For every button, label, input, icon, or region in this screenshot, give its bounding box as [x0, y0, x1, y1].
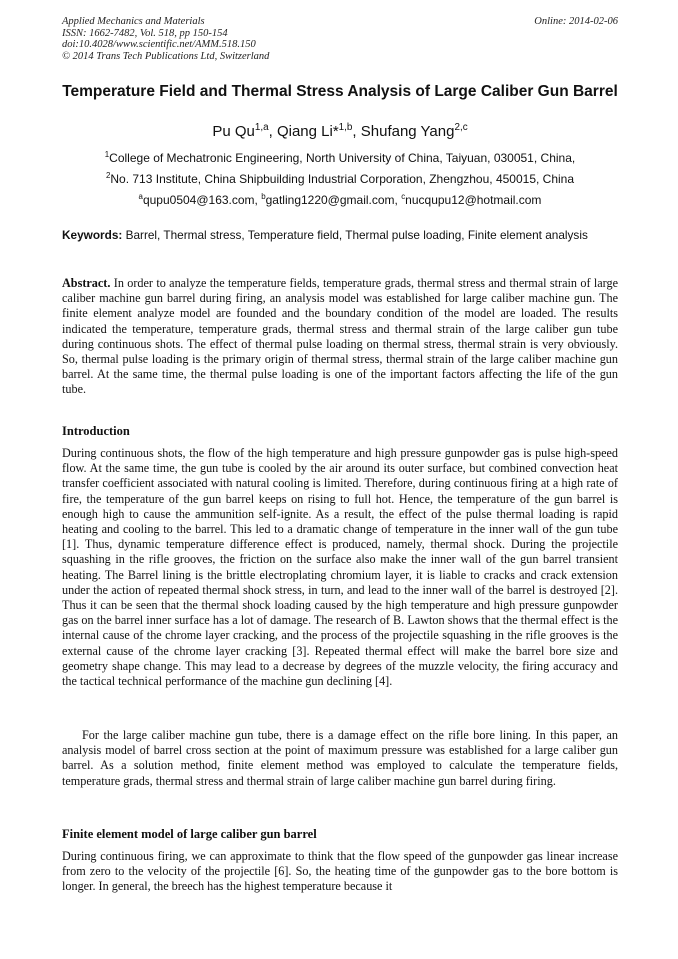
journal-doi: doi:10.4028/www.scientific.net/AMM.518.150	[62, 39, 256, 50]
email-link[interactable]: nucqupu12@hotmail.com	[405, 193, 542, 207]
section-heading-fem-model: Finite element model of large caliber gun barrel	[62, 827, 317, 841]
keywords-label: Keywords:	[62, 228, 123, 242]
affiliation-text: No. 713 Institute, China Shipbuilding Industrial Corporation, Zhengzhou, 450015, China	[110, 172, 575, 186]
affiliation-mark: 1	[104, 150, 110, 159]
author-emails	[62, 192, 618, 208]
online-date: Online: 2014-02-06	[534, 16, 618, 27]
email-mark: c	[401, 192, 406, 201]
author-name: Pu Qu	[212, 123, 255, 140]
email-mark: a	[138, 192, 143, 201]
author-separator: ,	[352, 123, 361, 140]
author-affiliation-mark: 1,b	[338, 122, 353, 133]
author-name: Qiang Li*	[276, 123, 339, 140]
fem-paragraph-1: During continuous firing, we can approximate to think that the flow speed of the gunpowder gas linear increase from zero to the velocity of the projectile [6]. So, the heating time of the gunpowder gas to the bore bottom is longer. In general, the breech has the highest temperature because it	[62, 849, 618, 894]
abstract-label: Abstract.	[62, 276, 111, 290]
author-affiliation-mark: 2,c	[454, 122, 468, 133]
affiliation-2	[62, 171, 618, 187]
section-heading-introduction: Introduction	[62, 424, 130, 438]
keywords-text: Barrel, Thermal stress, Temperature field, Thermal pulse loading, Finite element analysis	[122, 228, 588, 242]
abstract-text: In order to analyze the temperature fields, temperature grads, thermal stress and thermal strain of large caliber machine gun barrel during firing, an analysis model was established for large caliber machine gun. The finite element analyze model are founded and the boundary condition of the model are loaded. The results indicated the temperature, temperature grads, thermal stress and thermal strain of the large caliber gun tube during continuous shots. The effect of thermal pulse loading on thermal stress, thermal strain is very obviously. So, thermal pulse loading is the primary origin of thermal stress, thermal strain of the large caliber machine gun barrel. At the same time, the thermal pulse loading is one of the important factors affecting the life of the gun tube.	[62, 276, 618, 397]
journal-header	[62, 16, 618, 62]
author-name: Shufang Yang	[360, 123, 455, 140]
affiliation-text: College of Mechatronic Engineering, North University of China, Taiyuan, 030051, China,	[109, 151, 576, 165]
journal-name: Applied Mechanics and Materials	[62, 16, 205, 27]
email-link[interactable]: qupu0504@163.com,	[142, 193, 262, 207]
affiliation-1	[62, 150, 618, 166]
author-list	[62, 122, 618, 142]
affiliation-mark: 2	[105, 171, 111, 180]
email-mark: b	[261, 192, 266, 201]
introduction-paragraph-2: For the large caliber machine gun tube, there is a damage effect on the rifle bore lining. In this paper, an analysis model of barrel cross section at the point of maximum pressure was established for a large caliber gun barrel. As a solution method, finite element method was employed to calculate the temperature fields, temperature grads, thermal stress and thermal strain of large caliber machine gun barrel during firing.	[62, 728, 618, 788]
keywords	[62, 228, 618, 243]
paper-title: Temperature Field and Thermal Stress Analysis of Large Caliber Gun Barrel	[62, 83, 618, 100]
author-separator: ,	[268, 123, 277, 140]
abstract	[62, 276, 618, 398]
journal-issn: ISSN: 1662-7482, Vol. 518, pp 150-154	[62, 27, 228, 39]
author-affiliation-mark: 1,a	[254, 122, 269, 133]
email-link[interactable]: gatling1220@gmail.com,	[265, 193, 402, 207]
journal-copyright: © 2014 Trans Tech Publications Ltd, Switzerland	[62, 50, 270, 62]
introduction-paragraph-1: During continuous shots, the flow of the high temperature and high pressure gunpowder gas is pulse high-speed flow. At the same time, the gun tube is cooled by the air around its outer surface, but combined convection heat transfer coefficient associated with natural cooling is limited. Therefore, during continuous firing at a high rate of fire, the temperature of the gun barrel keeps on rising to full hot. Hence, the temperature of the gun barrel is enough high to cause the ammunition self-ignite. As a result, the effect of the pulse thermal loading is rapid heating and cooling to the barrel. This led to a dramatic change of temperature in the inner wall of the gun tube [1]. Thus, dynamic temperature difference effect is produced, namely, thermal shock. During the projectile squashing in the rifle grooves, the friction on the surface also make the inner wall of the gun barrel transient heating. The Barrel lining is the brittle electroplating chromium layer, it is liable to cracks and crack extension under the action of repeated thermal shock stress, in turn, and lead to the inner wall of the barrel is destroyed [2]. Thus it can be seen that the thermal shock loading caused by the high temperature and high pressure gunpowder gas on the barrel inner surface has a lot of damage. The research of B. Lawton shows that the thermal effect is the internal cause of the chrome layer cracking, and the process of the projectile squashing in the rifle grooves is the external cause of the chrome layer cracking [3]. Repeated thermal effect will make the barrel bore size and geometry shape change. This may lead to a decrease by degrees of the muzzle velocity, the firing accuracy and the tactical technical performance of the machine gun declining [4].	[62, 446, 618, 689]
